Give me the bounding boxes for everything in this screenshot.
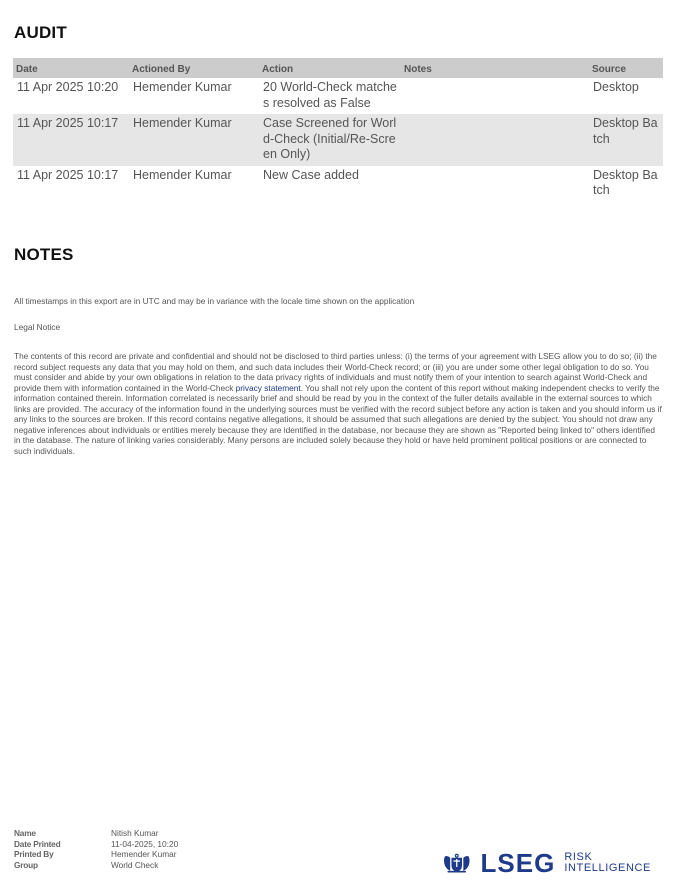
audit-header-row <box>13 58 663 78</box>
risk-intelligence-wordmark <box>564 852 651 874</box>
audit-title: AUDIT <box>14 23 67 42</box>
footer-group-value: World Check <box>111 859 159 870</box>
lseg-logo <box>441 846 651 880</box>
column-header-notes: Notes <box>401 58 589 78</box>
footer-name-label: Name <box>14 828 36 838</box>
audit-table <box>13 58 663 202</box>
footer-date-value: 11-04-2025, 10:20 <box>111 838 179 849</box>
notes-title: NOTES <box>14 245 74 264</box>
table-row <box>13 166 663 202</box>
table-row <box>13 78 663 114</box>
cell-actioned-by: Hemender Kumar <box>129 114 259 166</box>
legal-notice-label: Legal Notice <box>14 322 61 332</box>
footer-printed-by-label: Printed By <box>14 849 54 860</box>
footer-printed-by-value: Hemender Kumar <box>111 849 177 860</box>
privacy-statement-link[interactable]: privacy statement <box>235 382 301 393</box>
cell-action: 20 World-Check matches resolved as False <box>263 80 397 110</box>
cell-notes <box>401 114 589 166</box>
cell-actioned-by: Hemender Kumar <box>133 167 232 182</box>
cell-source: Desktop Batch <box>593 167 658 197</box>
risk-word: RISK <box>564 851 593 863</box>
cell-source: Desktop <box>593 80 639 94</box>
footer-group-label: Group <box>14 859 38 870</box>
cell-source: Desktop Batch <box>589 114 663 166</box>
cell-action: New Case added <box>263 167 359 182</box>
legal-text-part2: . You shall not rely upon the content of this report without making independent checks to verify the information contained therein. Information correlated is necessarily brief and should be read by you in the context of the fuller details available in the external sources to which links are provided. The accuracy of the information found in the underlying sources must be verified with the record subject before any action is taken and you should inform us if any links to the sources are broken. If this record contains negative allegations, it should be assumed that such allegations are denied by the subject. You should not draw any negative inferences about individuals or entities merely because they are identified in the database, nor because they are shown as "Reported being linked to" others identified in the database. The nature of linking varies considerably. Many persons are included solely because they hold or have held prominent political positions or are connected to such individuals. <box>14 382 662 456</box>
column-header-actioned-by: Actioned By <box>129 58 259 78</box>
column-header-source: Source <box>589 58 663 78</box>
print-footer <box>14 828 178 870</box>
crest-icon <box>441 847 473 879</box>
footer-name-value: Nitish Kumar <box>111 828 159 838</box>
intelligence-word: INTELLIGENCE <box>564 862 651 874</box>
cell-notes <box>401 166 589 202</box>
cell-date: 11 Apr 2025 10:17 <box>13 114 129 166</box>
utc-notice: All timestamps in this export are in UTC and may be in variance with the locale time shown on the application <box>14 296 415 306</box>
cell-notes <box>401 78 589 114</box>
column-header-date: Date <box>13 58 129 78</box>
table-row <box>13 114 663 166</box>
cell-actioned-by: Hemender Kumar <box>133 80 232 94</box>
lseg-wordmark: LSEG <box>480 847 556 878</box>
footer-date-label: Date Printed <box>14 838 61 849</box>
cell-action: Case Screened for World-Check (Initial/Re-Screen Only) <box>259 114 401 166</box>
cell-date: 11 Apr 2025 10:17 <box>17 167 119 182</box>
cell-date: 11 Apr 2025 10:20 <box>17 80 119 94</box>
legal-text-part1: The contents of this record are private and confidential and should not be disclosed to third parties unless: (i) the terms of your agreement with LSEG allow you to do so; (ii) the record subject requests any data that you may hold on them, and such data includes their World-Check record; or (iii) you are under some other legal obligation to do so. You must consider and abide by your own obligations in relation to the data privacy rights of individuals and must notify them of your intention to search against World-Check and provide them with information contained in the World-Check <box>14 351 657 393</box>
legal-notice-text <box>14 351 662 456</box>
column-header-action: Action <box>259 58 401 78</box>
